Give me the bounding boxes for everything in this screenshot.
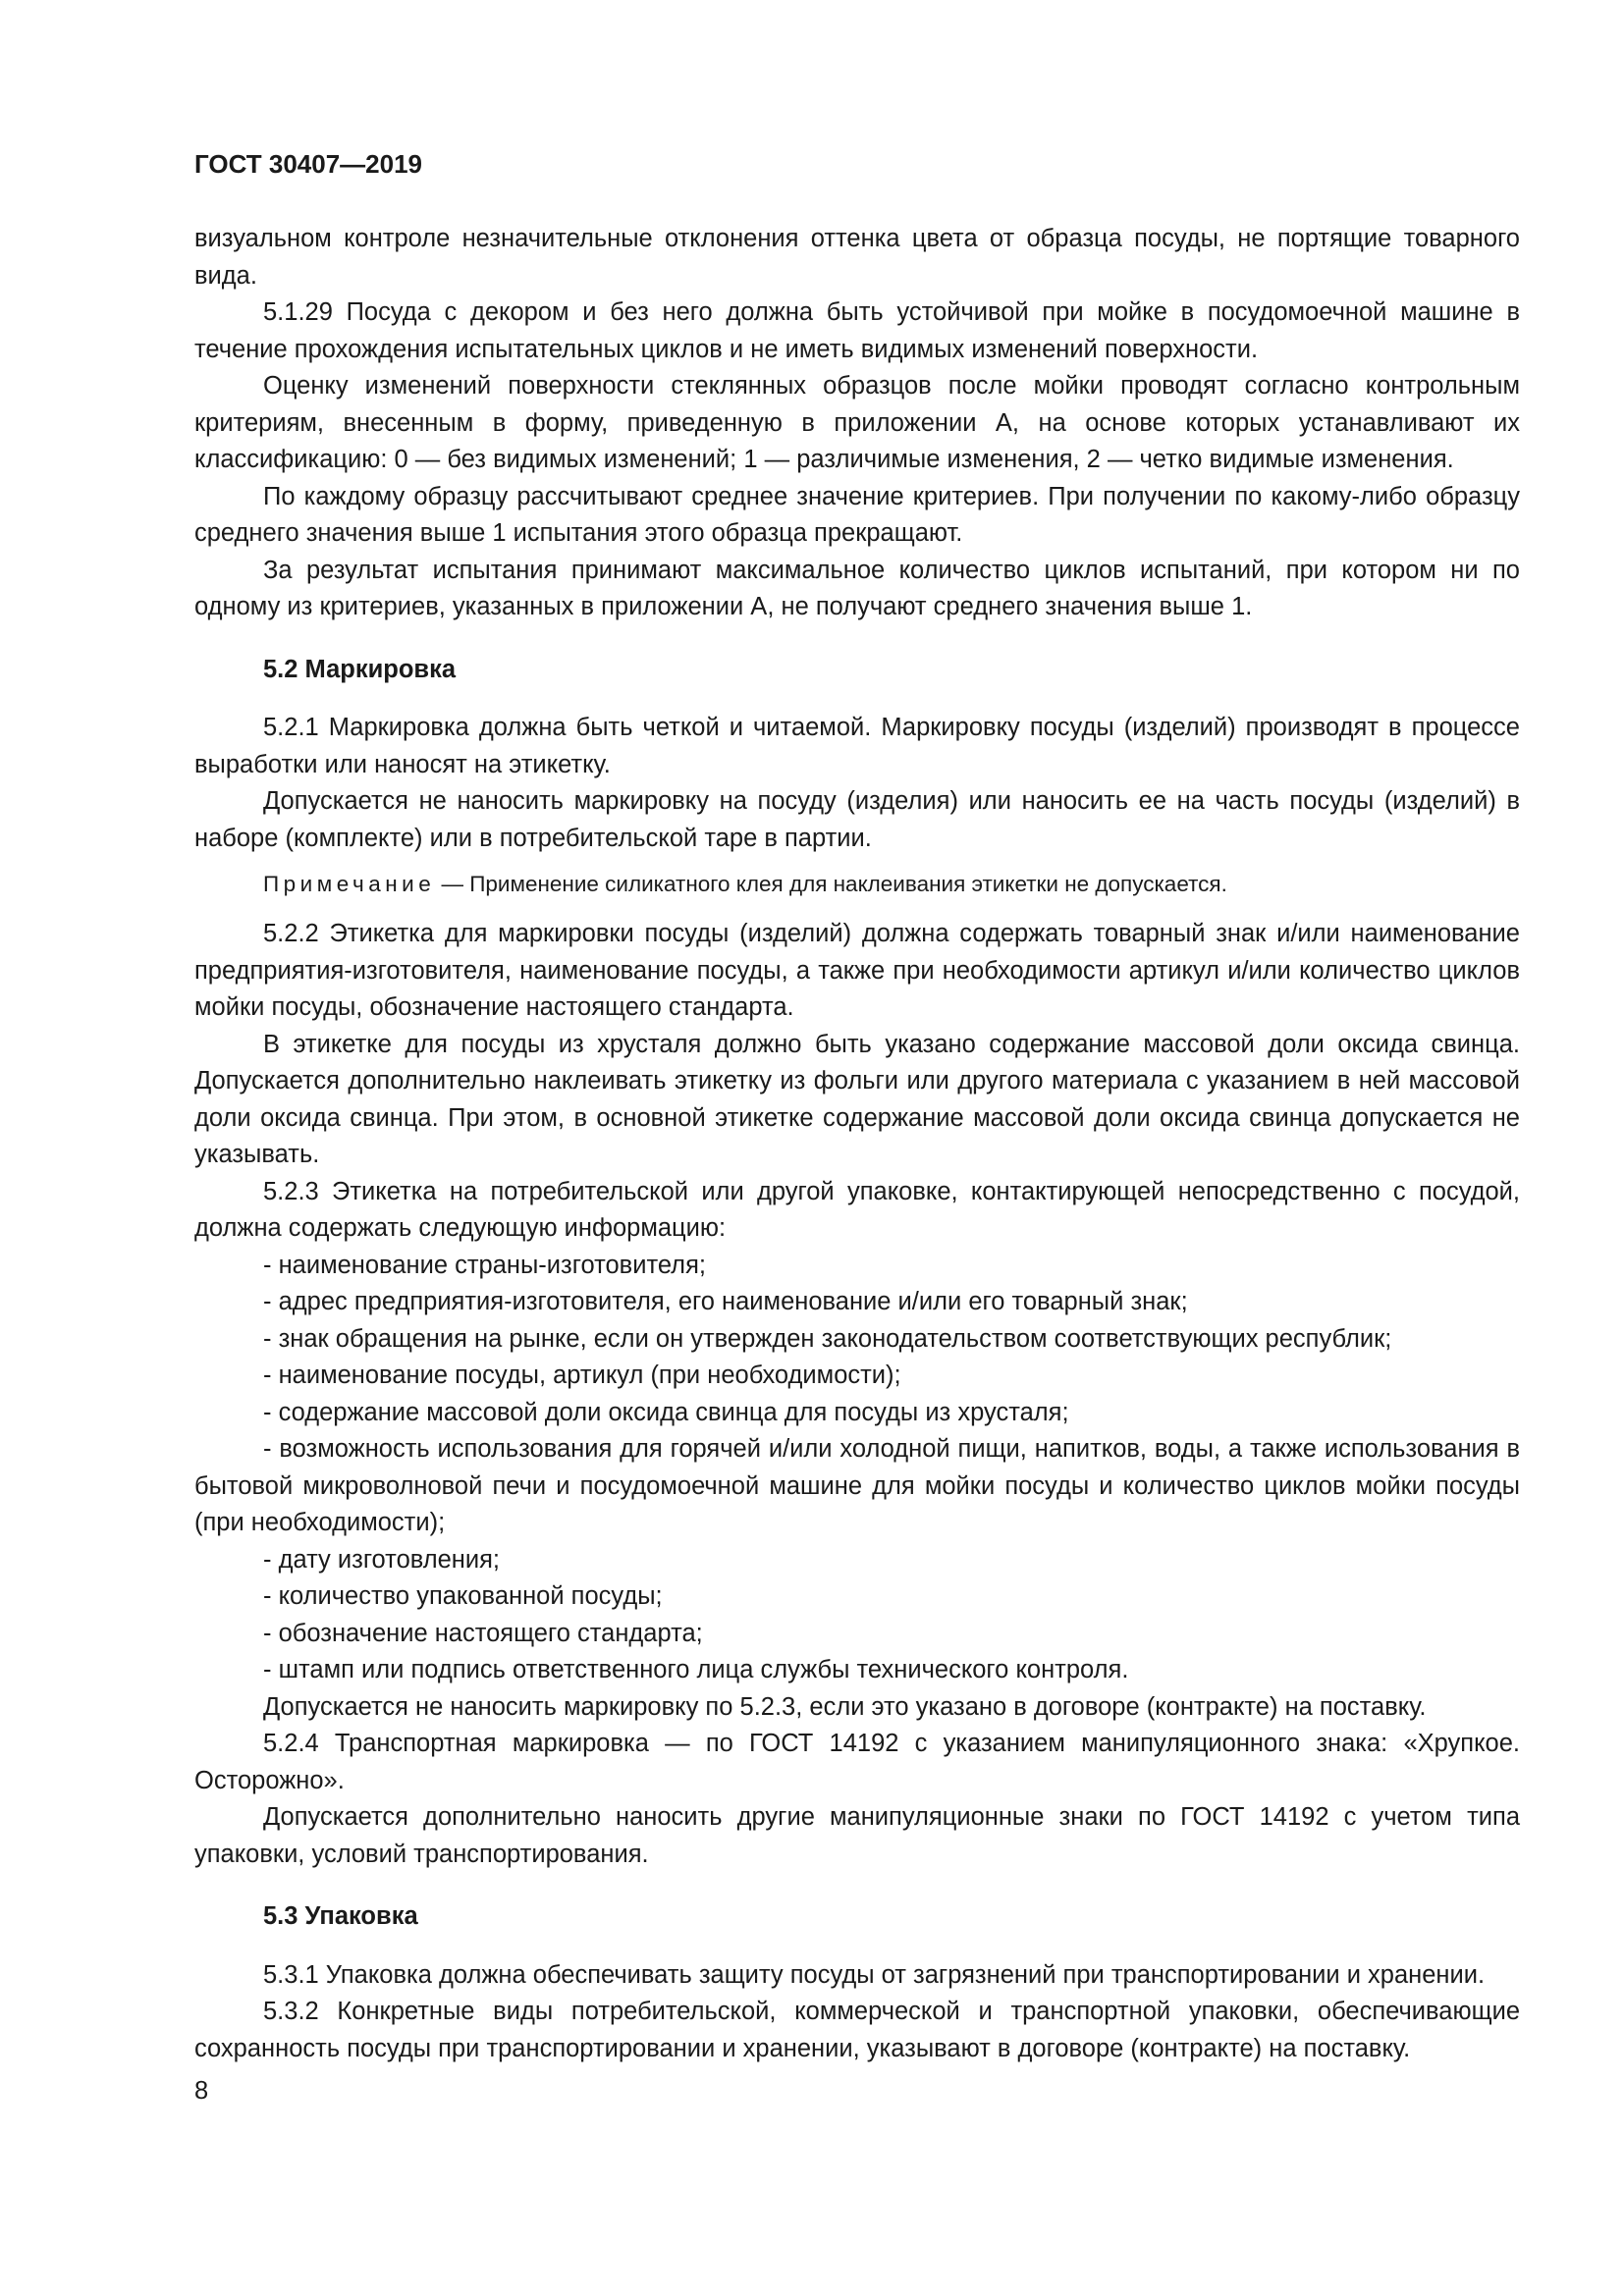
list-item: - адрес предприятия-изготовителя, его наименование и/или его товарный знак; xyxy=(263,1288,1188,1315)
paragraph: 5.2.1 Маркировка должна быть четкой и читаемой. Маркировку посуды (изделий) производят в процессе выработки или наносят на этикетку. xyxy=(194,714,1520,778)
list-item: - наименование страны-изготовителя; xyxy=(263,1251,706,1279)
paragraph: 5.2.2 Этикетка для маркировки посуды (изделий) должна содержать товарный знак и/или наименование предприятия-изготовителя, наименование посуды, а также при необходимости артикул и/или количество циклов мойки посуды, обозначение настоящего стандарта. xyxy=(194,920,1520,1021)
list-item: - количество упакованной посуды; xyxy=(263,1582,663,1610)
paragraph: Допускается не наносить маркировку на посуду (изделия) или наносить ее на часть посуды (изделий) в наборе (комплекте) или в потребительской таре в партии. xyxy=(194,787,1520,852)
list-item: - знак обращения на рынке, если он утвержден законодательством соответствующих республик; xyxy=(263,1324,1392,1353)
section-heading-packaging: 5.3 Упаковка xyxy=(263,1902,418,1930)
paragraph: За результат испытания принимают максимальное количество циклов испытаний, при котором ни по одному из критериев, указанных в приложении А, не получают среднего значения выше 1. xyxy=(194,556,1520,620)
section-heading-marking: 5.2 Маркировка xyxy=(263,655,457,683)
note xyxy=(194,868,1520,901)
paragraph: 5.3.1 Упаковка должна обеспечивать защиту посуды от загрязнений при транспортировании и хранении. xyxy=(263,1960,1486,1989)
document-header: ГОСТ 30407—2019 xyxy=(194,149,422,179)
list-item: - наименование посуды, артикул (при необходимости); xyxy=(263,1362,901,1389)
list-item: - дату изготовления; xyxy=(263,1545,500,1574)
document-body xyxy=(194,221,1520,2067)
paragraph: По каждому образцу рассчитывают среднее значение критериев. При получении по какому-либо образцу среднего значения выше 1 испытания этого образца прекращают. xyxy=(194,482,1520,547)
paragraph: Оценку изменений поверхности стеклянных образцов после мойки проводят согласно контрольным критериям, внесенным в форму, приведенную в приложении А, на основе которых устанавливают их классификацию: 0 — без видимых изменений; 1 — различимые изменения, 2 — четко видимые изменения. xyxy=(194,372,1520,473)
paragraph: визуальном контроле незначительные отклонения оттенка цвета от образца посуды, не портящие товарного вида. xyxy=(194,225,1520,290)
paragraph: Допускается дополнительно наносить другие манипуляционные знаки по ГОСТ 14192 с учетом типа упаковки, условий транспортирования. xyxy=(194,1803,1520,1868)
paragraph: 5.2.3 Этикетка на потребительской или другой упаковке, контактирующей непосредственно с посудой, должна содержать следующую информацию: xyxy=(194,1177,1520,1242)
note-text: — Применение силикатного клея для наклеивания этикетки не допускается. xyxy=(435,872,1227,896)
page-number: 8 xyxy=(194,2077,209,2105)
list-item: - обозначение настоящего стандарта; xyxy=(263,1619,703,1647)
list-item: - содержание массовой доли оксида свинца для посуды из хрусталя; xyxy=(263,1398,1069,1426)
paragraph: 5.1.29 Посуда с декором и без него должна быть устойчивой при мойке в посудомоечной машине в течение прохождения испытательных циклов и не иметь видимых изменений поверхности. xyxy=(194,298,1520,363)
note-label: Примечание xyxy=(263,872,436,896)
paragraph: 5.3.2 Конкретные виды потребительской, коммерческой и транспортной упаковки, обеспечивающие сохранность посуды при транспортировании и хранении, указывают в договоре (контракте) на поставку. xyxy=(194,1998,1520,2062)
list-item: - возможность использования для горячей и/или холодной пищи, напитков, воды, а также использования в бытовой микроволновой печи и посудомоечной машине для мойки посуды и количество циклов мойки посуды (при необходимости); xyxy=(194,1435,1520,1536)
list-item: - штамп или подпись ответственного лица службы технического контроля. xyxy=(263,1656,1129,1683)
paragraph: 5.2.4 Транспортная маркировка — по ГОСТ 14192 с указанием манипуляционного знака: «Хрупкое. Осторожно». xyxy=(194,1730,1520,1794)
paragraph: Допускается не наносить маркировку по 5.2.3, если это указано в договоре (контракте) на поставку. xyxy=(263,1692,1427,1721)
paragraph: В этикетке для посуды из хрусталя должно быть указано содержание массовой доли оксида свинца. Допускается дополнительно наклеивать этикетку из фольги или другого материала с указанием в ней массовой доли оксида свинца. При этом, в основной этикетке содержание массовой доли оксида свинца допускается не указывать. xyxy=(194,1030,1520,1168)
